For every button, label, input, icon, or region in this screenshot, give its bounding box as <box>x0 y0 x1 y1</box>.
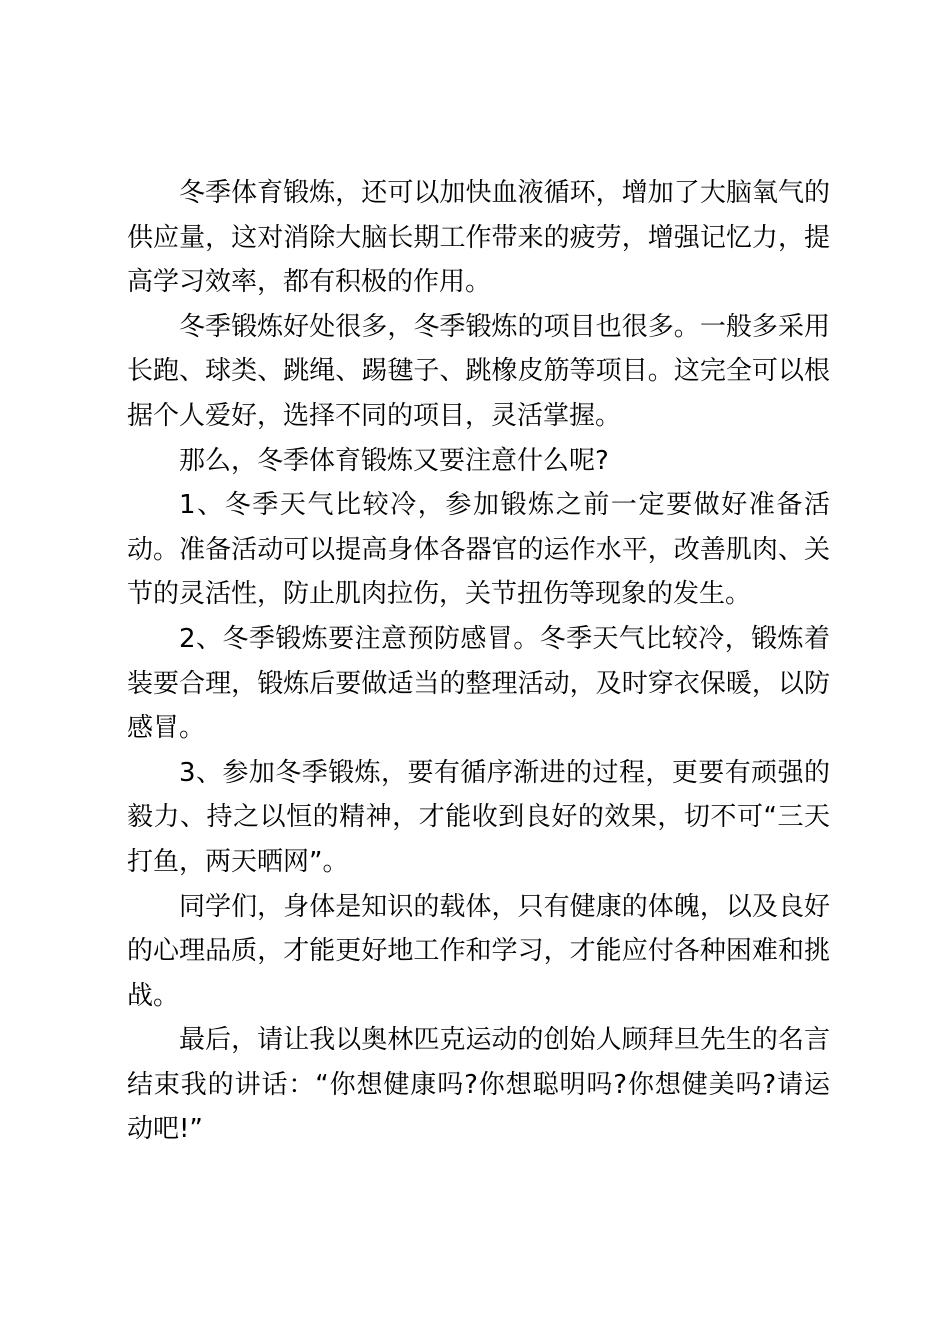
paragraph-6: 3、参加冬季锻炼，要有循序渐进的过程，更要有顽强的毅力、持之以恒的精神，才能收到良好的效果，切不可“三天打鱼，两天晒网”。 <box>127 757 830 877</box>
paragraph-3: 那么，冬季体育锻炼又要注意什么呢? <box>179 445 609 476</box>
paragraph-7: 同学们，身体是知识的载体，只有健康的体魄，以及良好的心理品质，才能更好地工作和学习，才能应付各种困难和挑战。 <box>127 891 830 1011</box>
document-body <box>127 171 830 1152</box>
paragraph-1: 冬季体育锻炼，还可以加快血液循环，增加了大脑氧气的供应量，这对消除大脑长期工作带来的疲劳，增强记忆力，提高学习效率，都有积极的作用。 <box>127 178 830 298</box>
paragraph-2: 冬季锻炼好处很多，冬季锻炼的项目也很多。一般多采用长跑、球类、跳绳、踢毽子、跳橡皮筋等项目。这完全可以根据个人爱好，选择不同的项目，灵活掌握。 <box>127 311 830 431</box>
paragraph-5: 2、冬季锻炼要注意预防感冒。冬季天气比较冷，锻炼着装要合理，锻炼后要做适当的整理活动，及时穿衣保暖，以防感冒。 <box>127 623 830 744</box>
paragraph-4: 1、冬季天气比较冷，参加锻炼之前一定要做好准备活动。准备活动可以提高身体各器官的运作水平，改善肌肉、关节的灵活性，防止肌肉拉伤，关节扭伤等现象的发生。 <box>127 490 830 610</box>
paragraph-8: 最后，请让我以奥林匹克运动的创始人顾拜旦先生的名言结束我的讲话：“你想健康吗?你想聪明吗?你想健美吗?请运动吧!” <box>127 1025 830 1145</box>
